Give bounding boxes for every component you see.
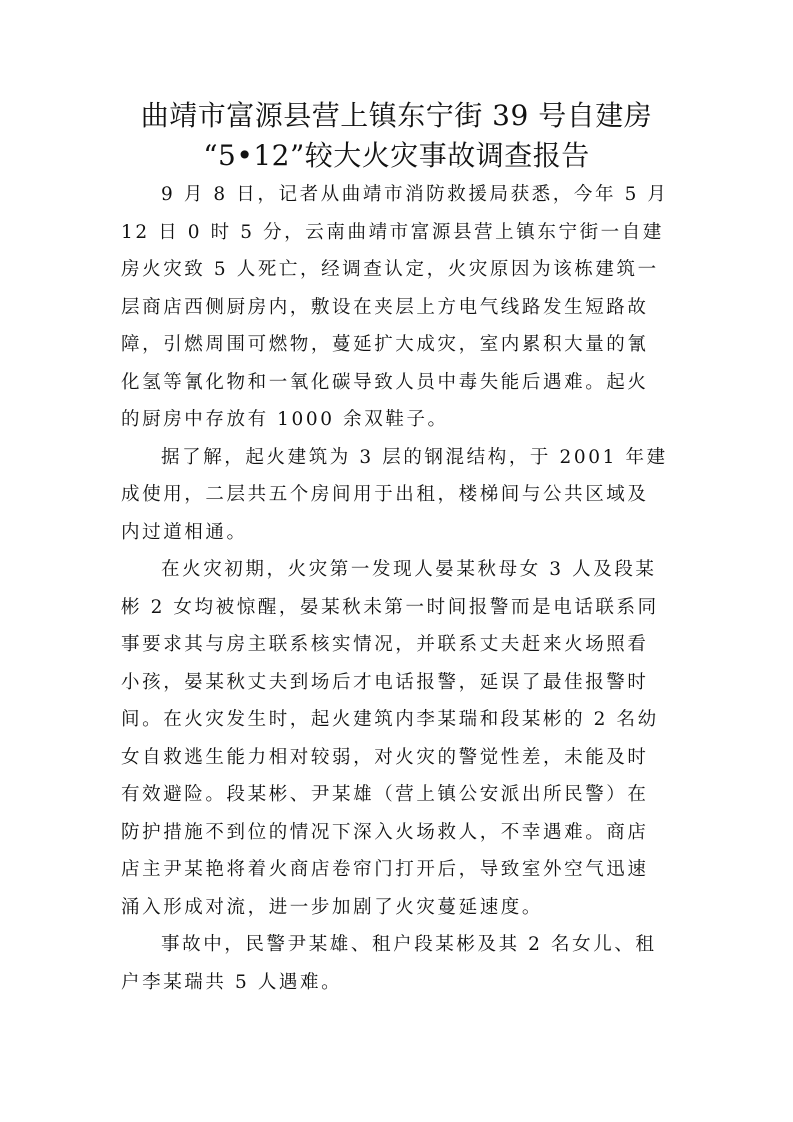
paragraph-line: 房火灾致 5 人死亡，经调查认定，火灾原因为该栋建筑一 [121,259,659,280]
paragraph-line: 防护措施不到位的情况下深入火场救人，不幸遇难。商店 [121,821,649,843]
paragraph-3 [121,551,673,926]
paragraph-line: 彬 2 女均被惊醒，晏某秋未第一时间报警而是电话联系同 [121,596,659,618]
document-title-line-1: 曲靖市富源县营上镇东宁街 39 号自建房 [140,99,653,132]
paragraph-2 [121,439,673,552]
paragraph-line: 的厨房中存放有 1000 余双鞋子。 [121,409,449,430]
paragraph-line: 有效避险。段某彬、尹某雄（营上镇公安派出所民警）在 [121,784,649,805]
paragraph-line: 内过道相通。 [121,521,248,543]
paragraph-line: 事要求其与房主联系核实情况，并联系丈夫赶来火场照看 [121,634,649,655]
paragraph-line: 女自救逃生能力相对较弱，对火灾的警觉性差，未能及时 [121,746,649,768]
paragraph-line: 涌入形成对流，进一步加剧了火灾蔓延速度。 [121,896,544,918]
paragraph-line: 层商店西侧厨房内，敷设在夹层上方电气线路发生短路故 [121,296,649,318]
paragraph-line: 12 日 0 时 5 分，云南曲靖市富源县营上镇东宁街一自建 [121,221,664,243]
paragraph-line: 在火灾初期，火灾第一发现人晏某秋母女 3 人及段某 [161,559,657,580]
paragraph-line: 9 月 8 日，记者从曲靖市消防救援局获悉，今年 5 月 [161,184,669,205]
paragraph-line: 成使用，二层共五个房间用于出租，楼梯间与公共区域及 [121,484,649,505]
paragraph-line: 化氢等氰化物和一氧化碳导致人员中毒失能后遇难。起火 [121,371,649,393]
paragraph-line: 户李某瑞共 5 人遇难。 [121,971,343,993]
paragraph-line: 店主尹某艳将着火商店卷帘门打开后，导致室外空气迅速 [121,859,649,880]
paragraph-line: 小孩，晏某秋丈夫到场后才电话报警，延误了最佳报警时 [121,671,649,693]
document-body [121,176,673,1001]
paragraph-4 [121,926,673,1001]
paragraph-line: 事故中，民警尹某雄、租户段某彬及其 2 名女儿、租 [161,934,657,955]
paragraph-line: 障，引燃周围可燃物，蔓延扩大成灾，室内累积大量的氰 [121,334,649,355]
paragraph-line: 据了解，起火建筑为 3 层的钢混结构，于 2001 年建 [161,446,668,468]
paragraph-line: 间。在火灾发生时，起火建筑内李某瑞和段某彬的 2 名幼 [121,709,659,730]
document-title-line-2: “5•12”较大火灾事故调查报告 [203,139,590,172]
paragraph-1 [121,176,673,439]
